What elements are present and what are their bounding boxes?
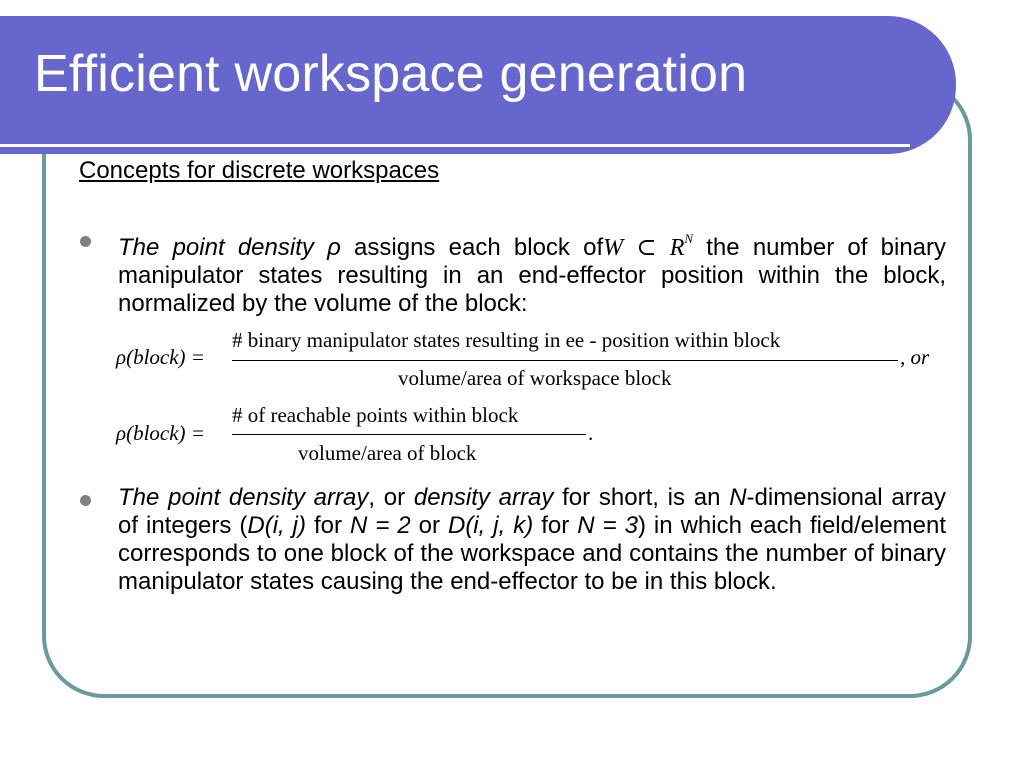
italic-D-ij: D(i, j) <box>247 512 307 539</box>
subheading: Concepts for discrete workspaces <box>79 157 440 184</box>
bullet-2-part-2: for short, is an <box>553 484 730 511</box>
italic-D-ijk: D(i, j, k) <box>447 512 534 539</box>
math-N: N <box>684 231 694 246</box>
italic-N-eq-2: N = 2 <box>350 512 411 539</box>
term-density-array: density array <box>413 484 554 511</box>
term-point-density: The point density <box>118 234 314 261</box>
rho-symbol: ρ <box>327 234 341 261</box>
math-W: W <box>603 235 624 261</box>
italic-N-eq-3: N = 3 <box>577 512 638 539</box>
bullet-1-text <box>118 225 946 318</box>
bullet-2-part-7: ) in which each field/element corresponds to one block of the workspace and contains the number of binary manipulator states causing the end-effector to be in this block. <box>118 512 947 595</box>
formula-1-numerator: # binary manipulator states resulting in ee - position within block <box>232 328 781 352</box>
math-R: R <box>669 235 685 261</box>
bullet-1-part-a: assigns each block of <box>340 234 604 261</box>
bullet-2-part-5: or <box>410 512 448 539</box>
italic-N: N <box>729 484 747 511</box>
slide-title: Efficient workspace generation <box>34 45 748 103</box>
formula-1-tail: , or <box>900 345 930 369</box>
formula-2-fraction-line <box>232 434 586 435</box>
formula-2-denominator: volume/area of block <box>298 441 477 465</box>
term-point-density-array: The point density array <box>118 484 369 511</box>
bullet-2-text <box>118 484 946 596</box>
title-underline <box>0 144 910 147</box>
bullet-2-part-4: for <box>306 512 350 539</box>
bullet-2-part-3: -dimensional array of integers ( <box>118 484 947 539</box>
bullet-2-part-1: , or <box>368 484 414 511</box>
formula-1-fraction-line <box>232 360 898 361</box>
formula-2-tail: . <box>588 421 594 445</box>
bullet-1-part-b: the number of binary manipulator states resulting in an end-effector position within the block, normalized by the volume of the block: <box>118 234 947 317</box>
math-subset: ⊂ <box>636 235 657 261</box>
formula-1-denominator: volume/area of workspace block <box>398 366 672 390</box>
formula-2-lhs: ρ(block) = <box>116 421 205 445</box>
bullet-2-part-6: for <box>533 512 578 539</box>
bullet-dot-1 <box>80 236 91 247</box>
bullet-dot-2 <box>80 495 91 506</box>
formula-1-lhs: ρ(block) = <box>116 345 205 369</box>
formula-2-numerator: # of reachable points within block <box>232 403 519 427</box>
